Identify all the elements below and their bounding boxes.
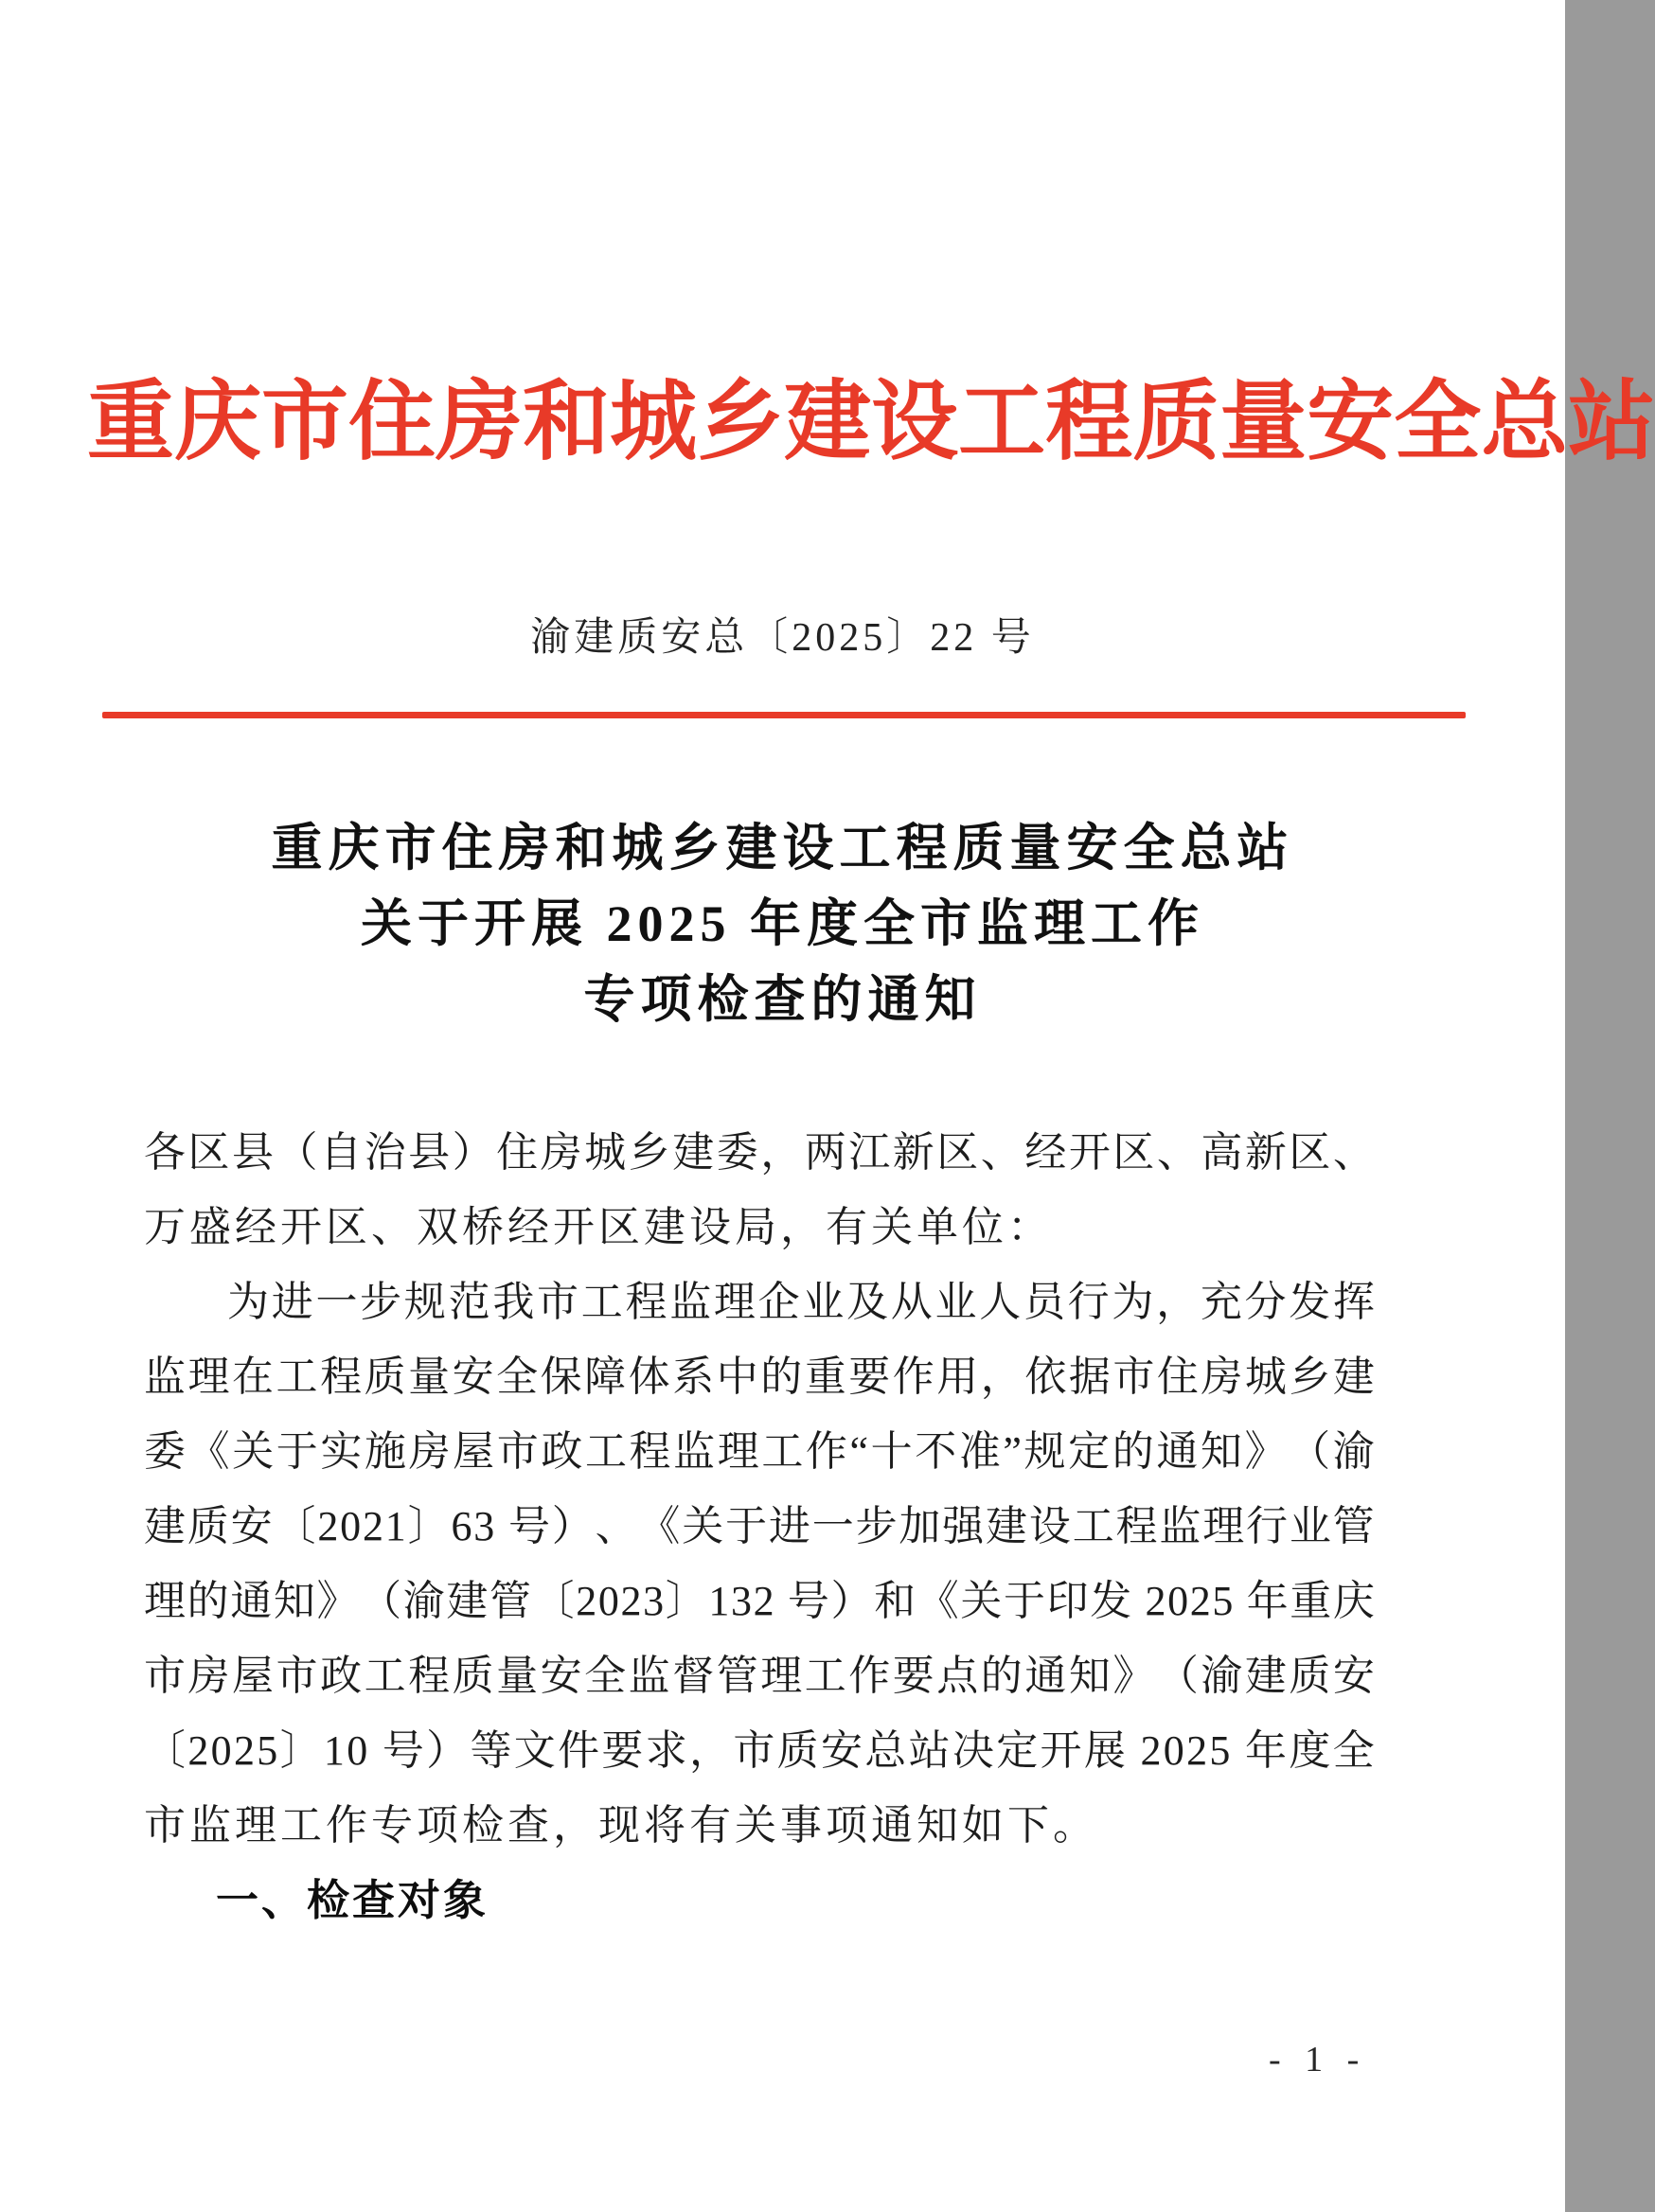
paragraph-line: 建 质 安 〔 2 0 2 1 〕 6 3 号 ） 、 《 关 于 进 一 步 加 强 建 设 工 程 监 理 行 业 管 [144, 1503, 1375, 1549]
title-line-2: 关于开展 2025 年度全市监理工作 [361, 895, 1204, 952]
title-line-3: 专项检查的通知 [583, 971, 982, 1028]
title-line-1: 重庆市住房和城乡建设工程质量安全总站 [271, 820, 1294, 876]
paragraph-line: 〔 2 0 2 5 〕 1 0 号 ） 等 文 件 要 求 ， 市 质 安 总 站 决 定 开 展 2 0 2 5 年 度 全 [144, 1727, 1375, 1774]
paragraph-line: 监 理 在 工 程 质 量 安 全 保 障 体 系 中 的 重 要 作 用 ， 依 据 市 住 房 城 乡 建 [144, 1354, 1375, 1400]
paragraph-line: 理 的 通 知 》 （ 渝 建 管 〔 2 0 2 3 〕 1 3 2 号 ） 和 《 关 于 印 发 2 0 2 5 年 重 庆 [144, 1578, 1375, 1624]
paragraph-line: 委 《 关 于 实 施 房 屋 市 政 工 程 监 理 工 作 “ 十 不 准 ” 规 定 的 通 知 》 （ 渝 [144, 1428, 1375, 1475]
salutation-line: 各 区 县 （ 自 治 县 ） 住 房 城 乡 建 委 ， 两 江 新 区 、 经 开 区 、 高 新 区 、 [144, 1129, 1375, 1176]
document-number: 渝建质安总〔2025〕22 号 [530, 616, 1035, 660]
paragraph-line: 市 房 屋 市 政 工 程 质 量 安 全 监 督 管 理 工 作 要 点 的 通 知 》 （ 渝 建 质 安 [144, 1653, 1375, 1699]
section-heading-inspection-targets: 一、检查对象 [216, 1876, 489, 1924]
document-body [144, 1115, 1375, 1938]
page-number: - 1 - [1269, 2040, 1367, 2079]
agency-letterhead-title: 重 庆 市 住 房 和 城 乡 建 设 工 程 质 量 安 全 总 站 [87, 374, 1655, 470]
paragraph-line: 为 进 一 步 规 范 我 市 工 程 监 理 企 业 及 从 业 人 员 行 为 ， 充 分 发 挥 [227, 1279, 1375, 1325]
paragraph-line: 市监理工作专项检查，现将有关事项通知如下。 [144, 1802, 1098, 1849]
salutation-line: 万盛经开区、双桥经开区建设局，有关单位： [144, 1204, 1053, 1250]
red-divider-line [102, 712, 1466, 718]
document-title [0, 810, 1565, 1037]
